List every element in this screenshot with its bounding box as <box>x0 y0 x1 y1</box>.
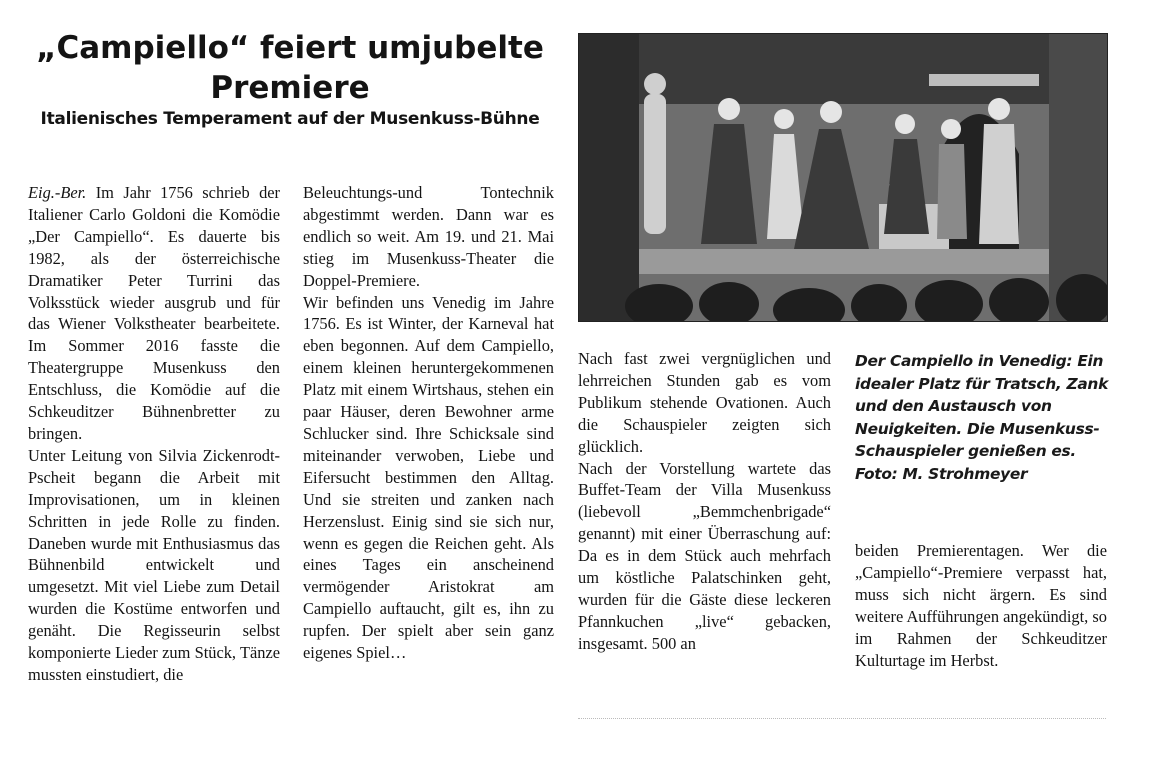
column-rule <box>578 718 1106 719</box>
subheadline: Italienisches Temperament auf der Musenkuss-Bühne <box>40 109 540 129</box>
stage-photo <box>578 33 1108 322</box>
paragraph: Nach der Vorstellung wartete das Buffet-Team der Villa Musenkuss (liebevoll „Bemmchenbrigade“ genannt) mit einer Überraschung auf: Da es in dem Stück auch mehrfach um köstliche Palatschinken geht, wurden für die Gäste diese leckeren Pfannkuchen „live“ gebacken, insgesamt. 500 an <box>578 458 831 653</box>
article-column-4 <box>855 540 1107 671</box>
headline: „Campiello“ feiert umjubelte Premiere <box>36 30 544 106</box>
article-column-2 <box>303 182 554 664</box>
paragraph: Beleuchtungs-und Tontechnik abgestimmt werden. Dann war es endlich so weit. Am 19. und 21. Mai stieg im Musenkuss-Theater die Doppel-Premiere. <box>303 183 554 290</box>
caption-text: Der Campiello in Venedig: Ein idealer Platz für Tratsch, Zank und den Austausch von Neuigkeiten. Die Musenkuss-Schauspieler genießen es. <box>855 352 1109 461</box>
article-column-1 <box>28 182 280 686</box>
byline: Eig.-Ber. <box>28 183 87 202</box>
paragraph: Unter Leitung von Silvia Zickenrodt-Pscheit begann die Arbeit mit Improvisationen, um in kleinen Schritten in jede Rolle zu finden. Daneben wurde mit Enthusiasmus das Bühnenbild entwickelt und umgesetzt. Mit viel Liebe zum Detail wurden die Kostüme entworfen und genäht. Die Regisseurin selbst komponierte Lieder zum Stück, Tänze mussten einstudiert, die <box>28 445 280 684</box>
paragraph <box>28 182 280 445</box>
paragraph: Nach fast zwei vergnüglichen und lehrreichen Stunden gab es vom Publikum stehende Ovationen. Auch die Schauspieler zeigten sich glücklich. <box>578 349 831 456</box>
paragraph: Wir befinden uns Venedig im Jahre 1756. Es ist Winter, der Karneval hat eben begonnen. Auf dem Campiello, einem kleinen heruntergekommenen Platz mit einem Wirtshaus, stehen ein paar Häuser, deren Bewohner arme Schlucker sind. Ihre Schicksale sind miteinander verwoben, Liebe und Eifersucht bestimmen den Alltag. Und sie streiten und zanken nach Herzenslust. Einig sind sie sich nur, wenn es gegen die Reichen geht. Als eines Tages ein anscheinend vermögender Aristokrat am Campiello auftaucht, gilt es, ihn zu rupfen. Der spielt aber sein ganz eigenes Spiel… <box>303 292 554 663</box>
photo-credit: Foto: M. Strohmeyer <box>855 464 1028 483</box>
article-column-3 <box>578 348 831 655</box>
stage-photo-illustration <box>579 34 1107 321</box>
photo-caption <box>855 350 1115 486</box>
paragraph: beiden Premierentagen. Wer die „Campiello“-Premiere verpasst hat, muss sich nicht ärgern. Es sind weitere Aufführungen angekündigt, so im Rahmen der Schkeuditzer Kulturtage im Herbst. <box>855 541 1107 670</box>
paragraph-text: Im Jahr 1756 schrieb der Italiener Carlo Goldoni die Komödie „Der Campiello“. Es dauerte bis 1982, als der österreichische Dramatiker Peter Turrini das Volksstück wieder ausgrub und für das Wiener Volkstheater bearbeitete. Im Sommer 2016 fasste die Theatergruppe Musenkuss den Entschluss, die Komödie auf die Schkeuditzer Bühnenbretter zu bringen. <box>28 183 280 443</box>
